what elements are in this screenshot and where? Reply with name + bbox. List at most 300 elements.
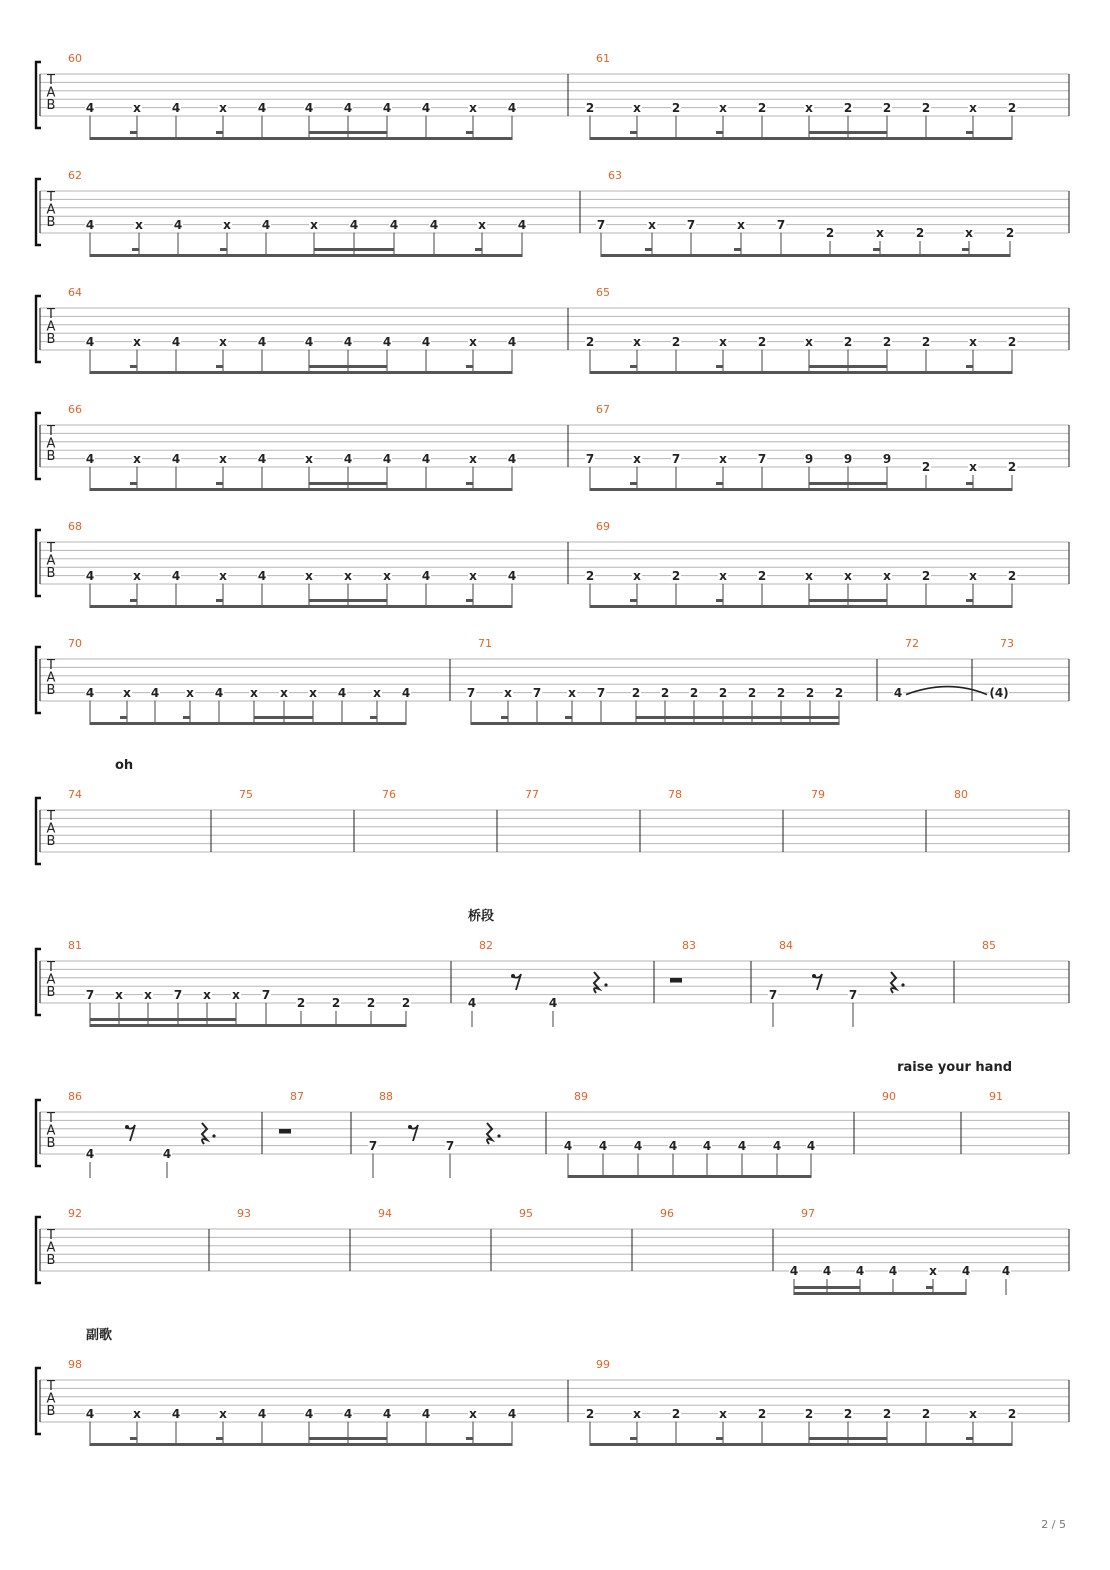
fret-number: 2 — [921, 334, 931, 349]
beam-stub — [966, 131, 973, 134]
fret-number: 4 — [563, 1138, 573, 1153]
measure-number: 76 — [382, 788, 396, 801]
secondary-beam — [809, 599, 887, 602]
beam — [90, 254, 522, 257]
eighth-rest-dot — [125, 1125, 129, 1129]
fret-number: 4 — [737, 1138, 747, 1153]
section-text: 桥段 — [468, 909, 495, 924]
fret-number: 4 — [162, 1147, 172, 1162]
fret-number: 2 — [843, 1406, 853, 1421]
measure-number: 63 — [608, 169, 622, 182]
fret-number: 4 — [85, 568, 95, 583]
fret-number: 7 — [671, 451, 681, 466]
fret-number: 7 — [596, 685, 606, 700]
beam — [590, 371, 1012, 374]
measure-number: 96 — [660, 1207, 674, 1220]
measure-number: 95 — [519, 1207, 533, 1220]
beam-stub — [216, 599, 223, 602]
fret-number: 4 — [85, 100, 95, 115]
secondary-beam — [309, 131, 387, 134]
tab-clef-letter: T — [47, 1228, 55, 1243]
measure-number: 84 — [779, 939, 793, 952]
dead-note: x — [469, 334, 477, 349]
dead-note: x — [280, 685, 288, 700]
fret-number: 4 — [171, 334, 181, 349]
eighth-rest-dot — [812, 974, 816, 978]
dead-note: x — [805, 100, 813, 115]
quarter-rest — [487, 1123, 492, 1144]
dead-note: x — [929, 1264, 937, 1279]
dead-note: x — [965, 226, 973, 241]
dead-note: x — [504, 685, 512, 700]
dead-note: x — [115, 987, 123, 1002]
rest-dot — [604, 983, 607, 986]
dead-note: x — [305, 568, 313, 583]
beam-stub — [466, 1437, 473, 1440]
fret-number: 4 — [85, 685, 95, 700]
tab-system — [36, 286, 1069, 374]
fret-number: 2 — [1007, 334, 1017, 349]
fret-number: 2 — [631, 685, 641, 700]
dead-note: x — [133, 334, 141, 349]
fret-number: 4 — [343, 100, 353, 115]
tab-clef-letter: T — [47, 541, 55, 556]
measure-number: 75 — [239, 788, 253, 801]
fret-number: 4 — [85, 217, 95, 232]
measure-number: 66 — [68, 403, 82, 416]
fret-number: 2 — [671, 1406, 681, 1421]
fret-number: 4 — [421, 334, 431, 349]
fret-number: 4 — [382, 1406, 392, 1421]
beam-stub — [716, 599, 723, 602]
tab-clef-letter: A — [46, 319, 56, 335]
fret-number: 4 — [961, 1264, 971, 1279]
tab-clef-letter: B — [46, 98, 56, 113]
fret-number: 2 — [757, 1406, 767, 1421]
fret-number: 2 — [915, 226, 925, 241]
dead-note: x — [883, 568, 891, 583]
beam-stub — [716, 131, 723, 134]
fret-number: 4 — [85, 1147, 95, 1162]
fret-number: 4 — [429, 217, 439, 232]
fret-number: 4 — [349, 217, 359, 232]
eighth-rest-dot — [408, 1125, 412, 1129]
dead-note: x — [123, 685, 131, 700]
fret-number: 4 — [171, 568, 181, 583]
fret-number: 4 — [343, 451, 353, 466]
measure-number: 90 — [882, 1090, 896, 1103]
beam — [568, 1175, 811, 1178]
dead-note: x — [133, 1406, 141, 1421]
fret-number: 7 — [261, 987, 271, 1002]
fret-number: 4 — [421, 568, 431, 583]
dead-note: x — [469, 100, 477, 115]
tab-clef-letter: T — [47, 809, 55, 824]
dead-note: x — [133, 451, 141, 466]
fret-number: (4) — [989, 685, 1009, 700]
fret-number: 2 — [805, 685, 815, 700]
measure-number: 68 — [68, 520, 82, 533]
beam-stub — [966, 1437, 973, 1440]
quarter-rest — [202, 1123, 207, 1144]
fret-number: 2 — [1005, 226, 1015, 241]
fret-number: 4 — [548, 996, 558, 1011]
dead-note: x — [844, 568, 852, 583]
measure-number: 83 — [682, 939, 696, 952]
dead-note: x — [232, 987, 240, 1002]
beam-stub — [216, 1437, 223, 1440]
dead-note: x — [719, 451, 727, 466]
fret-number: 4 — [257, 334, 267, 349]
measure-number: 85 — [982, 939, 996, 952]
fret-number: 2 — [843, 100, 853, 115]
fret-number: 2 — [671, 334, 681, 349]
half-rest — [670, 978, 682, 983]
beam-stub — [183, 716, 190, 719]
dead-note: x — [305, 451, 313, 466]
measure-number: 64 — [68, 286, 82, 299]
beam-stub — [216, 131, 223, 134]
fret-number: 4 — [382, 451, 392, 466]
fret-number: 2 — [921, 100, 931, 115]
beam — [90, 722, 406, 725]
fret-number: 7 — [848, 987, 858, 1002]
section-text: oh — [115, 758, 134, 773]
fret-number: 4 — [304, 1406, 314, 1421]
fret-number: 4 — [85, 1406, 95, 1421]
measure-number: 93 — [237, 1207, 251, 1220]
beam-stub — [926, 1286, 933, 1289]
fret-number: 2 — [921, 568, 931, 583]
beam — [590, 1443, 1012, 1446]
fret-number: 2 — [296, 996, 306, 1011]
fret-number: 4 — [304, 334, 314, 349]
fret-number: 4 — [702, 1138, 712, 1153]
eighth-rest-dot — [511, 974, 515, 978]
dead-note: x — [969, 1406, 977, 1421]
tab-system — [36, 637, 1069, 725]
secondary-beam — [254, 716, 313, 719]
tab-clef-letter: A — [46, 972, 56, 988]
beam-stub — [370, 716, 377, 719]
dead-note: x — [186, 685, 194, 700]
fret-number: 7 — [768, 987, 778, 1002]
tab-clef-letter: B — [46, 332, 56, 347]
measure-number: 98 — [68, 1358, 82, 1371]
tab-system — [36, 1327, 1069, 1446]
fret-number: 4 — [337, 685, 347, 700]
measure-number: 74 — [68, 788, 82, 801]
beam-stub — [130, 599, 137, 602]
fret-number: 4 — [633, 1138, 643, 1153]
measure-number: 89 — [574, 1090, 588, 1103]
dead-note: x — [219, 568, 227, 583]
fret-number: 4 — [261, 217, 271, 232]
fret-number: 4 — [507, 1406, 517, 1421]
fret-number: 9 — [882, 451, 892, 466]
dead-note: x — [633, 334, 641, 349]
measure-number: 91 — [989, 1090, 1003, 1103]
tab-clef-letter: T — [47, 424, 55, 439]
fret-number: 2 — [585, 334, 595, 349]
fret-number: 7 — [532, 685, 542, 700]
dead-note: x — [478, 217, 486, 232]
beam — [794, 1292, 966, 1295]
fret-number: 4 — [421, 1406, 431, 1421]
fret-number: 4 — [382, 334, 392, 349]
fret-number: 7 — [85, 987, 95, 1002]
tab-clef-letter: B — [46, 985, 56, 1000]
fret-number: 2 — [921, 1406, 931, 1421]
fret-number: 2 — [776, 685, 786, 700]
beam-stub — [220, 248, 227, 251]
fret-number: 2 — [747, 685, 757, 700]
measure-number: 80 — [954, 788, 968, 801]
beam-stub — [466, 131, 473, 134]
tab-clef-letter: B — [46, 566, 56, 581]
fret-number: 2 — [1007, 1406, 1017, 1421]
measure-number: 69 — [596, 520, 610, 533]
dead-note: x — [219, 100, 227, 115]
page-number: 2 / 5 — [1041, 1518, 1066, 1531]
fret-number: 4 — [507, 100, 517, 115]
tab-clef-letter: A — [46, 85, 56, 101]
beam-stub — [630, 365, 637, 368]
fret-number: 7 — [368, 1138, 378, 1153]
dead-note: x — [144, 987, 152, 1002]
dead-note: x — [344, 568, 352, 583]
fret-number: 4 — [888, 1264, 898, 1279]
beam-stub — [873, 248, 880, 251]
beam-stub — [120, 716, 127, 719]
fret-number: 2 — [585, 1406, 595, 1421]
fret-number: 7 — [757, 451, 767, 466]
tab-system — [36, 758, 1069, 864]
fret-number: 7 — [585, 451, 595, 466]
tab-clef-letter: B — [46, 683, 56, 698]
fret-number: 4 — [343, 334, 353, 349]
secondary-beam — [309, 599, 387, 602]
dead-note: x — [469, 451, 477, 466]
measure-number: 82 — [479, 939, 493, 952]
dead-note: x — [633, 100, 641, 115]
fret-number: 2 — [882, 100, 892, 115]
fret-number: 4 — [467, 996, 477, 1011]
beam-stub — [630, 1437, 637, 1440]
tab-clef-letter: T — [47, 1111, 55, 1126]
fret-number: 4 — [507, 568, 517, 583]
fret-number: 2 — [825, 226, 835, 241]
tab-clef-letter: A — [46, 553, 56, 569]
tab-clef-letter: T — [47, 1379, 55, 1394]
tab-system — [36, 169, 1069, 257]
dead-note: x — [568, 685, 576, 700]
dead-note: x — [737, 217, 745, 232]
fret-number: 4 — [507, 451, 517, 466]
fret-number: 7 — [466, 685, 476, 700]
secondary-beam — [809, 131, 887, 134]
tab-system — [36, 908, 1069, 1027]
rest-dot — [497, 1134, 500, 1137]
secondary-beam — [309, 1437, 387, 1440]
dead-note: x — [633, 1406, 641, 1421]
fret-number: 2 — [671, 100, 681, 115]
fret-number: 2 — [757, 334, 767, 349]
tab-clef-letter: B — [46, 1253, 56, 1268]
tab-clef-letter: A — [46, 1123, 56, 1139]
measure-number: 79 — [811, 788, 825, 801]
tab-clef-letter: T — [47, 73, 55, 88]
fret-number: 4 — [257, 568, 267, 583]
dead-note: x — [373, 685, 381, 700]
dead-note: x — [250, 685, 258, 700]
fret-number: 4 — [517, 217, 527, 232]
fret-number: 4 — [257, 451, 267, 466]
beam-stub — [966, 482, 973, 485]
measure-number: 87 — [290, 1090, 304, 1103]
measure-number: 62 — [68, 169, 82, 182]
measure-number: 70 — [68, 637, 82, 650]
fret-number: 4 — [401, 685, 411, 700]
beam-stub — [130, 365, 137, 368]
beam — [590, 605, 1012, 608]
dead-note: x — [309, 685, 317, 700]
beam — [90, 605, 512, 608]
beam-stub — [130, 131, 137, 134]
beam-stub — [130, 1437, 137, 1440]
fret-number: 4 — [171, 100, 181, 115]
fret-number: 2 — [660, 685, 670, 700]
beam — [90, 1443, 512, 1446]
beam — [601, 254, 1010, 257]
fret-number: 7 — [173, 987, 183, 1002]
fret-number: 4 — [171, 1406, 181, 1421]
measure-number: 67 — [596, 403, 610, 416]
beam — [590, 488, 1012, 491]
tab-clef-letter: A — [46, 202, 56, 218]
measure-number: 86 — [68, 1090, 82, 1103]
tab-clef-letter: A — [46, 670, 56, 686]
fret-number: 2 — [718, 685, 728, 700]
secondary-beam — [309, 482, 387, 485]
fret-number: 2 — [366, 996, 376, 1011]
fret-number: 4 — [214, 685, 224, 700]
beam-stub — [216, 482, 223, 485]
dead-note: x — [469, 568, 477, 583]
fret-number: 4 — [507, 334, 517, 349]
dead-note: x — [969, 334, 977, 349]
beam-stub — [501, 716, 508, 719]
beam-stub — [716, 365, 723, 368]
beam-stub — [734, 248, 741, 251]
rest-dot — [901, 983, 904, 986]
measure-number: 99 — [596, 1358, 610, 1371]
dead-note: x — [219, 451, 227, 466]
secondary-beam — [809, 482, 887, 485]
beam-stub — [565, 716, 572, 719]
fret-number: 2 — [757, 568, 767, 583]
fret-number: 4 — [598, 1138, 608, 1153]
fret-number: 2 — [331, 996, 341, 1011]
dead-note: x — [633, 568, 641, 583]
beam-stub — [466, 365, 473, 368]
dead-note: x — [203, 987, 211, 1002]
fret-number: 4 — [382, 100, 392, 115]
beam — [590, 137, 1012, 140]
secondary-beam — [90, 1018, 236, 1021]
dead-note: x — [719, 334, 727, 349]
fret-number: 2 — [882, 1406, 892, 1421]
fret-number: 2 — [1007, 568, 1017, 583]
fret-number: 7 — [686, 217, 696, 232]
tab-clef-letter: A — [46, 1391, 56, 1407]
tab-clef-letter: B — [46, 1136, 56, 1151]
fret-number: 4 — [257, 100, 267, 115]
tab-clef-letter: B — [46, 449, 56, 464]
fret-number: 7 — [776, 217, 786, 232]
beam-stub — [630, 482, 637, 485]
beam — [90, 488, 512, 491]
beam-stub — [630, 131, 637, 134]
dead-note: x — [469, 1406, 477, 1421]
beam-stub — [475, 248, 482, 251]
fret-number: 2 — [689, 685, 699, 700]
dead-note: x — [633, 451, 641, 466]
dead-note: x — [219, 1406, 227, 1421]
fret-number: 4 — [304, 100, 314, 115]
tab-clef-letter: T — [47, 307, 55, 322]
fret-number: 2 — [585, 568, 595, 583]
beam-stub — [466, 482, 473, 485]
fret-number: 2 — [921, 460, 931, 475]
dead-note: x — [133, 568, 141, 583]
dead-note: x — [969, 568, 977, 583]
tab-clef-letter: T — [47, 960, 55, 975]
measure-number: 88 — [379, 1090, 393, 1103]
section-text: raise your hand — [897, 1060, 1012, 1075]
fret-number: 2 — [757, 100, 767, 115]
fret-number: 2 — [1007, 460, 1017, 475]
tab-clef-letter: T — [47, 190, 55, 205]
dead-note: x — [969, 460, 977, 475]
fret-number: 4 — [855, 1264, 865, 1279]
beam-stub — [966, 365, 973, 368]
beam-stub — [716, 482, 723, 485]
secondary-beam — [809, 1437, 887, 1440]
tab-system — [36, 1207, 1069, 1295]
fret-number: 2 — [1007, 100, 1017, 115]
fret-number: 4 — [806, 1138, 816, 1153]
beam — [90, 137, 512, 140]
fret-number: 9 — [804, 451, 814, 466]
dead-note: x — [135, 217, 143, 232]
fret-number: 4 — [257, 1406, 267, 1421]
tab-system — [36, 1060, 1069, 1178]
beam-stub — [966, 599, 973, 602]
fret-number: 2 — [843, 334, 853, 349]
beam-stub — [130, 482, 137, 485]
tab-clef-letter: A — [46, 1240, 56, 1256]
tab-clef-letter: B — [46, 834, 56, 849]
section-text: 副歌 — [86, 1328, 113, 1343]
measure-number: 71 — [478, 637, 492, 650]
rest-dot — [212, 1134, 215, 1137]
tab-clef-letter: A — [46, 436, 56, 452]
secondary-beam — [309, 365, 387, 368]
measure-number: 97 — [801, 1207, 815, 1220]
tab-clef-letter: A — [46, 821, 56, 837]
measure-number: 61 — [596, 52, 610, 65]
